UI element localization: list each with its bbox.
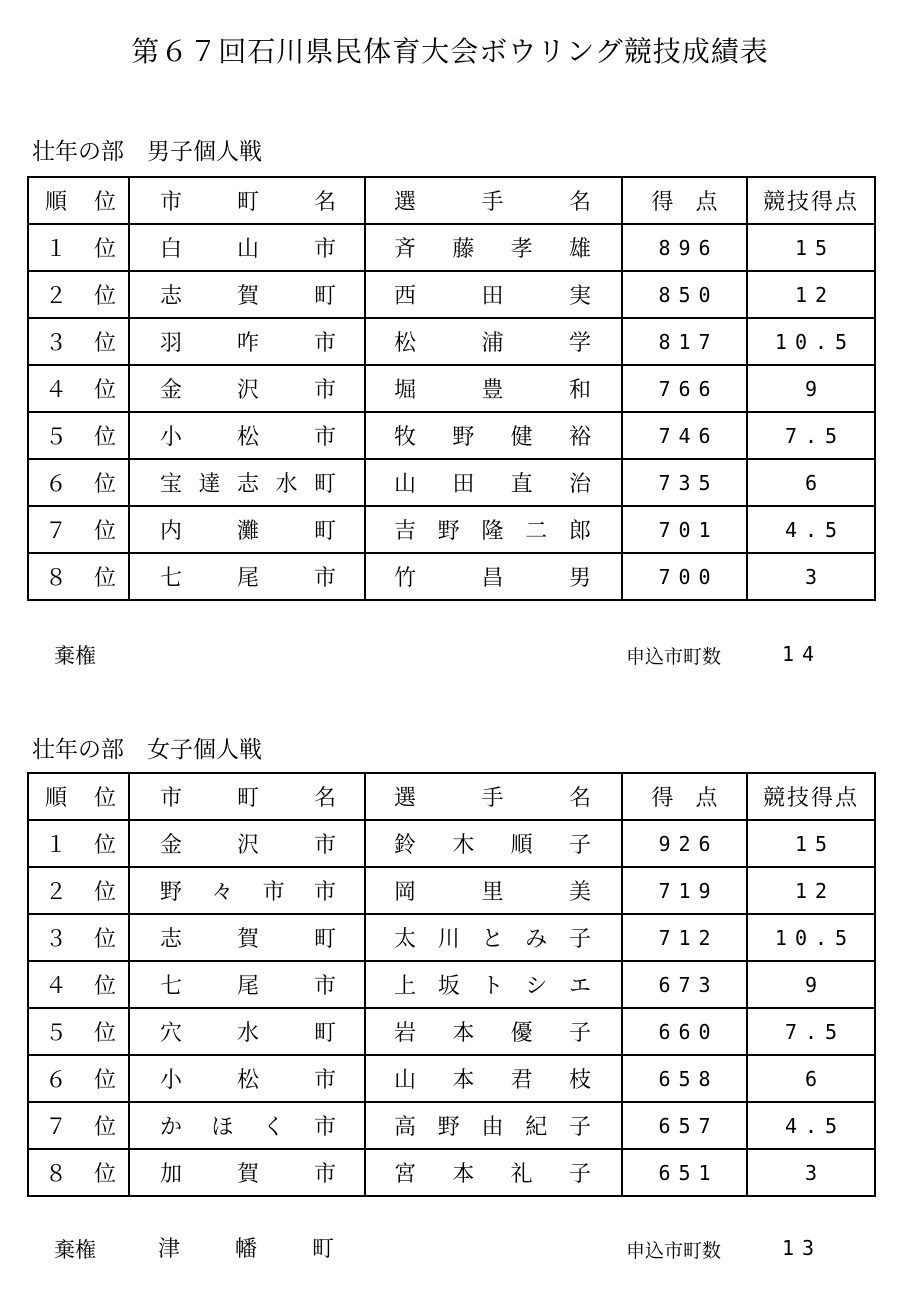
player-cell: 太 川 と み 子 [394, 927, 591, 952]
score-cell: 651 [658, 1160, 719, 1185]
points-cell: 4.5 [784, 1113, 846, 1138]
header-player: 選 手 名 [394, 786, 591, 811]
rank-cell: ６ 位 [45, 472, 116, 497]
player-cell: 宮 本 礼 子 [394, 1162, 591, 1187]
rank-cell: １ 位 [45, 833, 116, 858]
women-apply-count: 13 [782, 1236, 823, 1260]
score-cell: 657 [658, 1113, 719, 1138]
points-cell: 7.5 [784, 423, 846, 448]
points-cell: 15 [794, 831, 836, 856]
player-cell: 山 田 直 治 [394, 472, 591, 497]
women-section-title: 壮年の部 女子個人戦 [32, 737, 262, 763]
header-rank: 順 位 [45, 190, 116, 215]
score-cell: 673 [658, 972, 719, 997]
table-row [28, 506, 875, 553]
city-cell: 羽 咋 市 [160, 331, 336, 356]
men-section-title: 壮年の部 男子個人戦 [32, 139, 262, 165]
table-row [28, 412, 875, 459]
player-cell: 松 浦 学 [394, 331, 591, 356]
score-cell: 701 [658, 517, 719, 542]
city-cell: 七 尾 市 [160, 974, 336, 999]
player-cell: 竹 昌 男 [394, 566, 591, 591]
rank-cell: １ 位 [45, 237, 116, 262]
city-cell: 白 山 市 [160, 237, 336, 262]
score-cell: 817 [658, 329, 719, 354]
player-cell: 西 田 実 [394, 284, 591, 309]
header-score: 得点 [651, 190, 740, 215]
points-cell: 4.5 [784, 517, 846, 542]
women-results-table [27, 772, 876, 1197]
city-cell: 七 尾 市 [160, 566, 336, 591]
city-cell: 金 沢 市 [160, 378, 336, 403]
rank-cell: ３ 位 [45, 331, 116, 356]
player-cell: 高 野 由 紀 子 [394, 1115, 591, 1140]
score-cell: 896 [658, 235, 719, 260]
points-cell: 9 [804, 972, 826, 997]
rank-cell: ８ 位 [45, 566, 116, 591]
city-cell: 小 松 市 [160, 1068, 336, 1093]
rank-cell: ７ 位 [45, 519, 116, 544]
rank-cell: ５ 位 [45, 425, 116, 450]
score-cell: 700 [658, 564, 719, 589]
player-cell: 堀 豊 和 [394, 378, 591, 403]
men-apply-count: 14 [782, 642, 823, 666]
table-row [28, 820, 875, 867]
table-row [28, 1102, 875, 1149]
city-cell: 加 賀 市 [160, 1162, 336, 1187]
header-score: 得点 [651, 786, 740, 811]
score-cell: 660 [658, 1019, 719, 1044]
score-cell: 719 [658, 878, 719, 903]
header-points: 競技得点 [762, 786, 859, 811]
player-cell: 岩 本 優 子 [394, 1021, 591, 1046]
points-cell: 6 [804, 470, 826, 495]
table-row [28, 914, 875, 961]
score-cell: 766 [658, 376, 719, 401]
points-cell: 6 [804, 1066, 826, 1091]
player-cell: 上 坂 ト シ エ [394, 974, 591, 999]
table-row [28, 553, 875, 600]
points-cell: 15 [794, 235, 836, 260]
table-row [28, 459, 875, 506]
points-cell: 9 [804, 376, 826, 401]
header-city: 市 町 名 [160, 190, 336, 215]
header-rank: 順 位 [45, 786, 116, 811]
table-row [28, 271, 875, 318]
player-cell: 鈴 木 順 子 [394, 833, 591, 858]
points-cell: 10.5 [774, 329, 856, 354]
score-cell: 658 [658, 1066, 719, 1091]
rank-cell: ７ 位 [45, 1115, 116, 1140]
rank-cell: ２ 位 [45, 880, 116, 905]
table-row [28, 318, 875, 365]
city-cell: 志 賀 町 [160, 284, 336, 309]
table-row [28, 224, 875, 271]
rank-cell: ４ 位 [45, 378, 116, 403]
points-cell: 3 [804, 1160, 826, 1185]
score-cell: 926 [658, 831, 719, 856]
points-cell: 12 [794, 878, 836, 903]
table-row [28, 1055, 875, 1102]
rank-cell: ４ 位 [45, 974, 116, 999]
city-cell: 野 々 市 市 [160, 880, 336, 905]
player-cell: 岡 里 美 [394, 880, 591, 905]
table-row [28, 1149, 875, 1196]
score-cell: 712 [658, 925, 719, 950]
header-points: 競技得点 [762, 190, 859, 215]
city-cell: 志 賀 町 [160, 927, 336, 952]
table-header-row [28, 773, 875, 820]
header-player: 選 手 名 [394, 190, 591, 215]
men-results-table [27, 176, 876, 601]
women-forfeit-city: 津 幡 町 [158, 1237, 334, 1262]
points-cell: 3 [804, 564, 826, 589]
rank-cell: ３ 位 [45, 927, 116, 952]
table-row [28, 1008, 875, 1055]
score-cell: 850 [658, 282, 719, 307]
rank-cell: ６ 位 [45, 1068, 116, 1093]
rank-cell: ２ 位 [45, 284, 116, 309]
city-cell: か ほ く 市 [160, 1115, 336, 1140]
city-cell: 小 松 市 [160, 425, 336, 450]
points-cell: 7.5 [784, 1019, 846, 1044]
player-cell: 牧 野 健 裕 [394, 425, 591, 450]
points-cell: 10.5 [774, 925, 856, 950]
table-header-row [28, 177, 875, 224]
city-cell: 穴 水 町 [160, 1021, 336, 1046]
player-cell: 山 本 君 枝 [394, 1068, 591, 1093]
table-row [28, 867, 875, 914]
document-title: 第６７回石川県民体育大会ボウリング競技成績表 [131, 35, 769, 68]
score-cell: 735 [658, 470, 719, 495]
rank-cell: ５ 位 [45, 1021, 116, 1046]
points-cell: 12 [794, 282, 836, 307]
score-cell: 746 [658, 423, 719, 448]
header-city: 市 町 名 [160, 786, 336, 811]
player-cell: 斉 藤 孝 雄 [394, 237, 591, 262]
city-cell: 内 灘 町 [160, 519, 336, 544]
city-cell: 金 沢 市 [160, 833, 336, 858]
women-apply-count-label: 申込市町数 [626, 1240, 722, 1262]
men-forfeit-label: 棄権 [54, 644, 96, 668]
city-cell: 宝 達 志 水 町 [160, 472, 336, 497]
men-apply-count-label: 申込市町数 [626, 646, 722, 668]
women-forfeit-label: 棄権 [54, 1238, 96, 1262]
player-cell: 吉 野 隆 二 郎 [394, 519, 591, 544]
table-row [28, 365, 875, 412]
rank-cell: ８ 位 [45, 1162, 116, 1187]
table-row [28, 961, 875, 1008]
